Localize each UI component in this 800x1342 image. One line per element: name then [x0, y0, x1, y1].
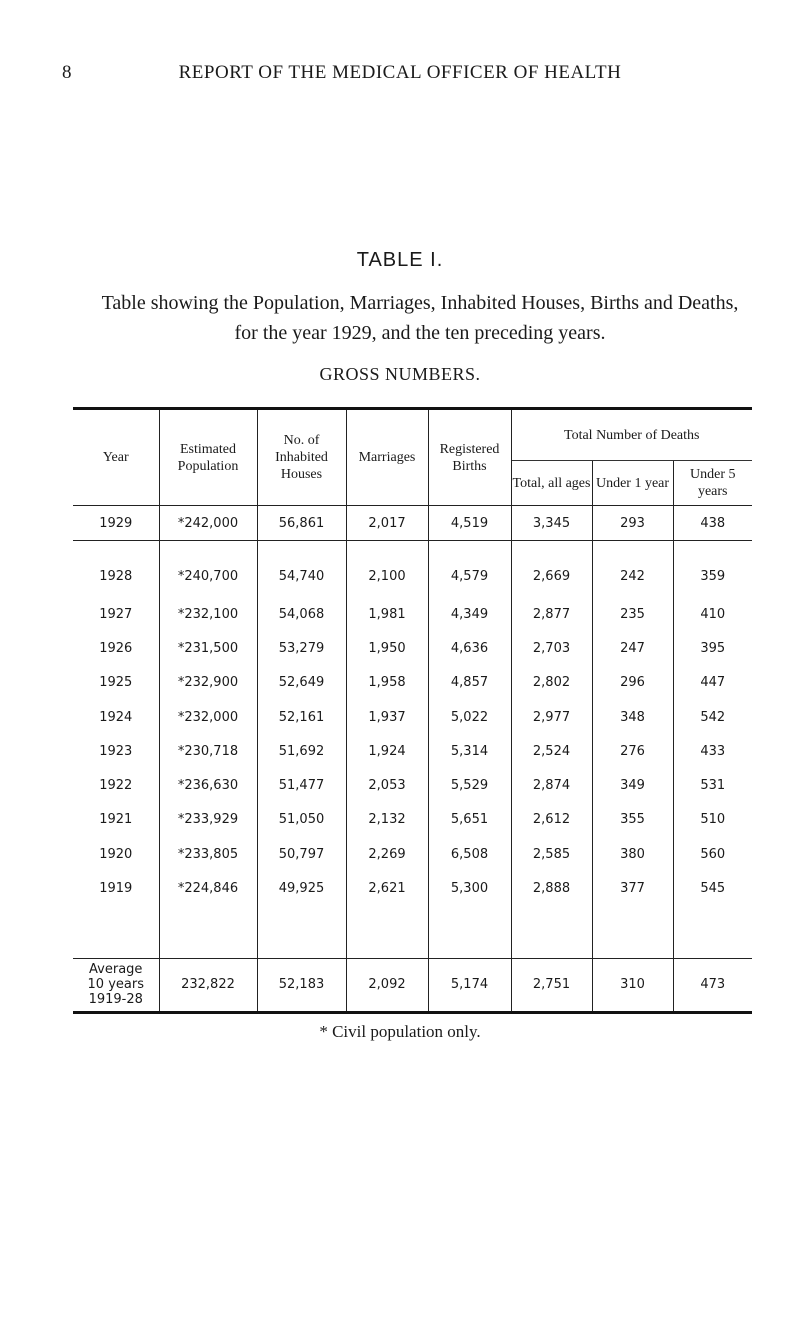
- cell-under5: 395: [673, 631, 752, 665]
- table-row: [73, 734, 752, 768]
- cell-under1: 276: [592, 734, 673, 768]
- header-year: Year: [102, 450, 129, 465]
- header-births: Registered Births: [428, 409, 511, 506]
- cell-marriages: 2,132: [346, 803, 428, 837]
- cell-total: 2,703: [511, 631, 592, 665]
- cell-under5: 359: [673, 541, 752, 598]
- table-title: TABLE I.: [356, 249, 444, 271]
- cell-population: *233,929: [159, 803, 257, 837]
- cell-year: 1922: [99, 778, 133, 794]
- table-body: [73, 506, 752, 1013]
- cell-houses: 52,649: [257, 666, 346, 700]
- header-under-1: Under 1 year: [592, 461, 673, 506]
- cell-population: *224,846: [159, 871, 257, 905]
- cell-total: 2,977: [511, 700, 592, 734]
- page-header: [0, 62, 800, 86]
- cell-births: 4,519: [428, 506, 511, 541]
- section-label: GROSS NUMBERS.: [319, 364, 481, 384]
- cell-houses: 52,161: [257, 700, 346, 734]
- cell-year: 1920: [99, 846, 133, 862]
- cell-total: 3,345: [511, 506, 592, 541]
- average-marriages: 2,092: [346, 958, 428, 1012]
- average-label-line: 10 years: [87, 977, 144, 993]
- cell-marriages: 2,621: [346, 871, 428, 905]
- cell-year: 1928: [99, 568, 133, 584]
- cell-under5: 410: [673, 597, 752, 631]
- average-under1: 310: [592, 958, 673, 1012]
- cell-year: 1929: [73, 506, 159, 541]
- running-head: REPORT OF THE MEDICAL OFFICER OF HEALTH: [178, 62, 622, 83]
- cell-births: 4,857: [428, 666, 511, 700]
- cell-under5: 560: [673, 837, 752, 871]
- cell-houses: 53,279: [257, 631, 346, 665]
- cell-births: 4,579: [428, 541, 511, 598]
- cell-under1: 293: [592, 506, 673, 541]
- cell-population: *232,000: [159, 700, 257, 734]
- table-row: [73, 631, 752, 665]
- cell-marriages: 1,937: [346, 700, 428, 734]
- cell-population: *232,100: [159, 597, 257, 631]
- header-population: Estimated Population: [159, 409, 257, 506]
- cell-houses: 54,740: [257, 541, 346, 598]
- header-total-all-ages: Total, all ages: [511, 461, 592, 506]
- cell-population: *231,500: [159, 631, 257, 665]
- cell-houses: 56,861: [257, 506, 346, 541]
- table-row: [73, 768, 752, 802]
- table-row: [73, 506, 752, 541]
- cell-total: 2,888: [511, 871, 592, 905]
- spacer-row: [73, 906, 752, 959]
- table-row: [73, 597, 752, 631]
- page-number: 8: [62, 62, 72, 83]
- header-under-5: Under 5 years: [673, 461, 752, 506]
- cell-total: 2,612: [511, 803, 592, 837]
- cell-year: 1927: [99, 606, 133, 622]
- cell-houses: 54,068: [257, 597, 346, 631]
- average-total: 2,751: [511, 958, 592, 1012]
- cell-under1: 247: [592, 631, 673, 665]
- table-row: [73, 541, 752, 598]
- cell-under1: 296: [592, 666, 673, 700]
- table-row: [73, 803, 752, 837]
- cell-total: 2,877: [511, 597, 592, 631]
- population-table: [73, 407, 752, 1014]
- cell-year: 1919: [99, 881, 133, 897]
- cell-marriages: 1,981: [346, 597, 428, 631]
- cell-population: *242,000: [159, 506, 257, 541]
- cell-year: 1923: [99, 743, 133, 759]
- average-population: 232,822: [159, 958, 257, 1012]
- table-row: [73, 871, 752, 905]
- average-label-line: 1919-28: [88, 992, 143, 1008]
- cell-houses: 50,797: [257, 837, 346, 871]
- cell-population: *236,630: [159, 768, 257, 802]
- cell-marriages: 1,958: [346, 666, 428, 700]
- cell-births: 5,022: [428, 700, 511, 734]
- cell-under1: 242: [592, 541, 673, 598]
- cell-population: *232,900: [159, 666, 257, 700]
- cell-under5: 447: [673, 666, 752, 700]
- cell-under5: 433: [673, 734, 752, 768]
- table-row: [73, 666, 752, 700]
- cell-under1: 380: [592, 837, 673, 871]
- cell-births: 5,651: [428, 803, 511, 837]
- cell-under5: 531: [673, 768, 752, 802]
- cell-year: 1921: [99, 812, 133, 828]
- cell-total: 2,874: [511, 768, 592, 802]
- average-under5: 473: [673, 958, 752, 1012]
- cell-under1: 355: [592, 803, 673, 837]
- cell-year: 1925: [99, 675, 133, 691]
- cell-births: 5,314: [428, 734, 511, 768]
- table-row: [73, 837, 752, 871]
- average-houses: 52,183: [257, 958, 346, 1012]
- cell-population: *233,805: [159, 837, 257, 871]
- cell-marriages: 1,950: [346, 631, 428, 665]
- cell-houses: 51,050: [257, 803, 346, 837]
- cell-under1: 235: [592, 597, 673, 631]
- cell-marriages: 2,017: [346, 506, 428, 541]
- cell-total: 2,802: [511, 666, 592, 700]
- cell-births: 4,349: [428, 597, 511, 631]
- cell-under5: 510: [673, 803, 752, 837]
- cell-total: 2,585: [511, 837, 592, 871]
- cell-under5: 542: [673, 700, 752, 734]
- average-row: [73, 958, 752, 1012]
- cell-under1: 348: [592, 700, 673, 734]
- average-births: 5,174: [428, 958, 511, 1012]
- cell-population: *230,718: [159, 734, 257, 768]
- average-label-line: Average: [89, 962, 143, 978]
- cell-under1: 377: [592, 871, 673, 905]
- cell-total: 2,524: [511, 734, 592, 768]
- cell-under1: 349: [592, 768, 673, 802]
- cell-houses: 51,692: [257, 734, 346, 768]
- cell-total: 2,669: [511, 541, 592, 598]
- header-deaths-group: Total Number of Deaths: [511, 409, 752, 461]
- header-marriages: Marriages: [346, 409, 428, 506]
- cell-marriages: 2,100: [346, 541, 428, 598]
- cell-marriages: 2,053: [346, 768, 428, 802]
- header-houses: No. of Inhabited Houses: [257, 409, 346, 506]
- table-subtitle: Table showing the Population, Marriages, Inhabited Houses, Births and Deaths, for the year 1929, and the ten preceding years.: [101, 292, 739, 344]
- cell-under5: 438: [673, 506, 752, 541]
- cell-population: *240,700: [159, 541, 257, 598]
- cell-under5: 545: [673, 871, 752, 905]
- footnote: * Civil population only.: [319, 1022, 481, 1041]
- cell-births: 4,636: [428, 631, 511, 665]
- cell-births: 6,508: [428, 837, 511, 871]
- cell-births: 5,529: [428, 768, 511, 802]
- cell-births: 5,300: [428, 871, 511, 905]
- cell-houses: 49,925: [257, 871, 346, 905]
- cell-houses: 51,477: [257, 768, 346, 802]
- cell-marriages: 2,269: [346, 837, 428, 871]
- cell-year: 1924: [99, 709, 133, 725]
- cell-year: 1926: [99, 640, 133, 656]
- average-label: [73, 958, 159, 1012]
- cell-marriages: 1,924: [346, 734, 428, 768]
- table-row: [73, 700, 752, 734]
